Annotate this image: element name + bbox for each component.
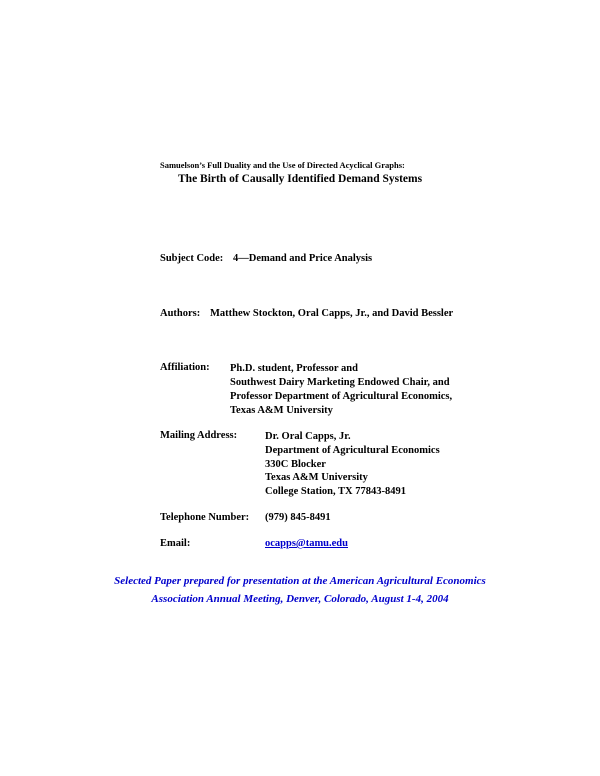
authors-label: Authors: [160, 308, 201, 319]
title-line-1: Samuelson’s Full Duality and the Use of Directed Acyclical Graphs: [160, 160, 405, 170]
mailing-address-line: 330C Blocker [265, 458, 326, 470]
mailing-address-line: Dr. Oral Capps, Jr. [265, 431, 351, 442]
mailing-address-line: Department of Agricultural Economics [265, 444, 440, 456]
affiliation-label: Affiliation: [160, 362, 210, 373]
mailing-address-block [265, 430, 440, 499]
mailing-address-line: Texas A&M University [265, 472, 368, 484]
authors-value: Matthew Stockton, Oral Capps, Jr., and David Bessler [210, 308, 454, 319]
subject-code-value: 4—Demand and Price Analysis [233, 253, 373, 264]
presentation-note-line-2: Association Annual Meeting, Denver, Colorado, August 1-4, 2004 [151, 593, 449, 605]
telephone-label: Telephone Number: [160, 512, 250, 523]
page-title: The Birth of Causally Identified Demand Systems [178, 173, 423, 185]
presentation-note-line-1: Selected Paper prepared for presentation at the American Agricultural Economics [114, 575, 486, 587]
affiliation-line: Texas A&M University [230, 405, 333, 416]
affiliation-block [230, 362, 452, 418]
telephone-value: (979) 845-8491 [265, 512, 331, 523]
email-link[interactable]: ocapps@tamu.edu [265, 538, 348, 549]
mailing-address-line: College Station, TX 77843-8491 [265, 486, 406, 498]
email-label: Email: [160, 538, 191, 549]
affiliation-line: Professor Department of Agricultural Economics, [230, 391, 453, 402]
affiliation-line: Southwest Dairy Marketing Endowed Chair, and [230, 377, 450, 388]
affiliation-line: Ph.D. student, Professor and [230, 363, 358, 374]
subject-code-label: Subject Code: [160, 253, 224, 264]
mailing-address-label: Mailing Address: [160, 430, 238, 441]
